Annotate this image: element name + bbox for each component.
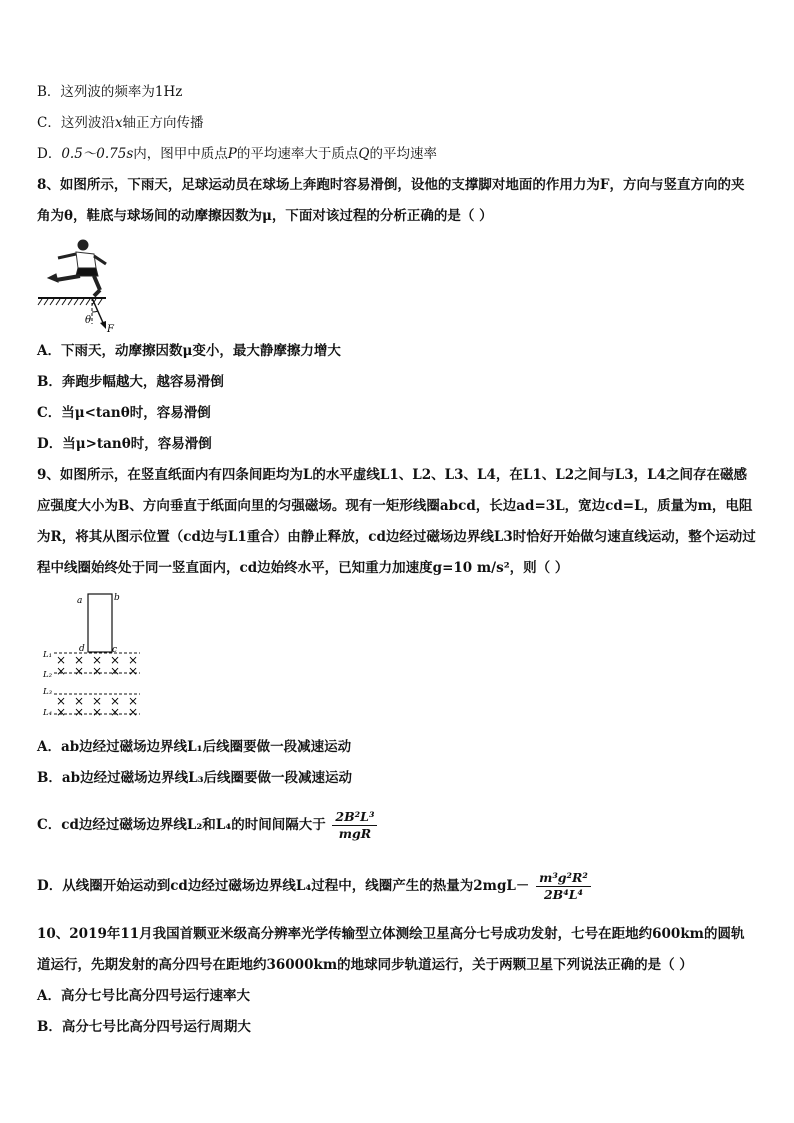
coil-label-d: d xyxy=(79,644,85,654)
q7-option-d-mid1: 内，图甲中质点 xyxy=(133,146,228,162)
q9-option-a: A．ab边经过磁场边界线L₁后线圈要做一段减速运动 xyxy=(37,739,352,755)
label-l3: L₃ xyxy=(43,687,53,697)
coil-rectangle xyxy=(88,594,112,652)
q9-option-d xyxy=(37,866,591,906)
q9-option-c-numerator: 2B²L³ xyxy=(332,809,377,826)
field-cross: × xyxy=(74,653,85,667)
q9-stem: 9、如图所示，在竖直纸面内有四条间距均为L的水平虚线L1、L2、L3、L4，在L1、L2之间与L3，L4之间存在磁感应强度大小为B、方向垂直于纸面向里的匀强磁场。现有一矩形线圈abcd，长边ad=3L，宽边cd=L，质量为m，电阻为R，将其从图示位置（cd边与L1重合）由静止释放，cd边经过磁场边界线L3时恰好开始做匀速直线运动，整个运动过程中线圈始终处于同一竖直面内，cd边始终水平，已知重力加速度g=10 m/s²，则（ ） xyxy=(37,467,756,576)
q7-option-d-q: Q xyxy=(358,146,370,162)
runner-leg-back xyxy=(56,276,80,280)
runner-arm-back xyxy=(58,254,76,258)
magnetic-field-lower xyxy=(56,694,138,719)
force-arrowhead xyxy=(100,321,106,329)
q9-figure xyxy=(40,590,150,720)
field-cross: × xyxy=(56,705,67,719)
q7-option-c xyxy=(37,113,203,133)
field-cross: × xyxy=(110,705,121,719)
coil-label-a: a xyxy=(77,596,83,606)
q9-option-d-text: D．从线圈开始运动到cd边经过磁场边界线L₄过程中，线圈产生的热量为2mgL－ xyxy=(37,878,530,894)
label-l4: L₄ xyxy=(43,708,53,718)
q7-option-d-p: P xyxy=(227,146,237,162)
q9-option-c-denominator: mgR xyxy=(338,826,372,841)
q8-option-c: C．当μ<tanθ时，容易滑倒 xyxy=(37,405,211,421)
field-cross: × xyxy=(74,705,85,719)
q7-option-d-post: 的平均速率 xyxy=(369,146,437,162)
runner-figure xyxy=(48,240,106,296)
field-cross: × xyxy=(56,664,67,678)
q8-stem: 8、如图所示，下雨天，足球运动员在球场上奔跑时容易滑倒，设他的支撑脚对地面的作用力为F，方向与竖直方向的夹角为θ，鞋底与球场间的动摩擦因数为μ，下面对该过程的分析正确的是（ ） xyxy=(37,177,745,224)
field-cross: × xyxy=(128,653,139,667)
q7-option-d-pre: D． xyxy=(37,146,62,162)
q9-option-d-denominator: 2B⁴L⁴ xyxy=(543,887,583,902)
q9-option-d-numerator: m³g²R² xyxy=(536,870,591,887)
runner-leg-front-upper xyxy=(94,276,100,290)
q10-option-a: A．高分七号比高分四号运行速率大 xyxy=(37,988,250,1004)
q8-option-d: D．当μ>tanθ时，容易滑倒 xyxy=(37,436,212,452)
runner-head xyxy=(78,240,88,250)
field-cross: × xyxy=(92,694,103,708)
q7-option-d xyxy=(37,144,437,164)
q7-option-b: B．这列波的频率为1Hz xyxy=(37,84,183,100)
q8-figure xyxy=(36,238,126,334)
field-cross: × xyxy=(110,664,121,678)
q10-option-b: B．高分七号比高分四号运行周期大 xyxy=(37,1019,251,1035)
field-cross: × xyxy=(128,694,139,708)
q7-option-c-var: x xyxy=(114,115,123,131)
field-cross: × xyxy=(128,664,139,678)
coil-label-c: c xyxy=(112,645,118,655)
field-cross: × xyxy=(56,694,67,708)
field-cross: × xyxy=(92,664,103,678)
q9-option-b: B．ab边经过磁场边界线L₃后线圈要做一段减速运动 xyxy=(37,770,353,786)
field-cross: × xyxy=(110,653,121,667)
runner-shoe-back xyxy=(48,274,58,282)
q8-option-b: B．奔跑步幅越大，越容易滑倒 xyxy=(37,374,224,390)
theta-label: θ xyxy=(85,315,92,326)
field-cross: × xyxy=(92,705,103,719)
force-label: F xyxy=(107,324,114,334)
q8-option-a: A．下雨天，动摩擦因数μ变小，最大静摩擦力增大 xyxy=(37,343,341,359)
field-cross: × xyxy=(128,705,139,719)
q7-option-c-post: 轴正方向传播 xyxy=(122,115,204,131)
field-cross: × xyxy=(110,694,121,708)
label-l2: L₂ xyxy=(43,670,53,680)
q9-option-d-fraction xyxy=(536,870,591,903)
magnetic-field-upper xyxy=(56,653,138,678)
runner-arm-front xyxy=(94,256,106,264)
q9-option-c-fraction xyxy=(332,809,377,842)
q9-option-c xyxy=(37,805,377,845)
q7-option-c-pre: C．这列波沿 xyxy=(37,115,115,131)
q10-stem: 10、2019年11月我国首颗亚米级高分辨率光学传输型立体测绘卫星高分七号成功发射，七号在距地约600km的圆轨道运行，先期发射的高分四号在距地约36000km的地球同步轨道运行，关于两颗卫星下列说法正确的是（ ） xyxy=(37,926,745,973)
coil-label-b: b xyxy=(114,593,120,603)
field-cross: × xyxy=(56,653,67,667)
runner-leg-front-lower xyxy=(94,290,100,296)
runner-shirt xyxy=(76,252,96,268)
q7-option-d-mid2: 的平均速率大于质点 xyxy=(236,146,359,162)
field-cross: × xyxy=(74,694,85,708)
theta-arc xyxy=(92,311,98,312)
q7-option-d-range: 0.5～0.75s xyxy=(61,146,134,162)
field-cross: × xyxy=(74,664,85,678)
field-cross: × xyxy=(92,653,103,667)
q9-option-c-text: C．cd边经过磁场边界线L₂和L₄的时间间隔大于 xyxy=(37,817,326,833)
label-l1: L₁ xyxy=(43,650,53,660)
